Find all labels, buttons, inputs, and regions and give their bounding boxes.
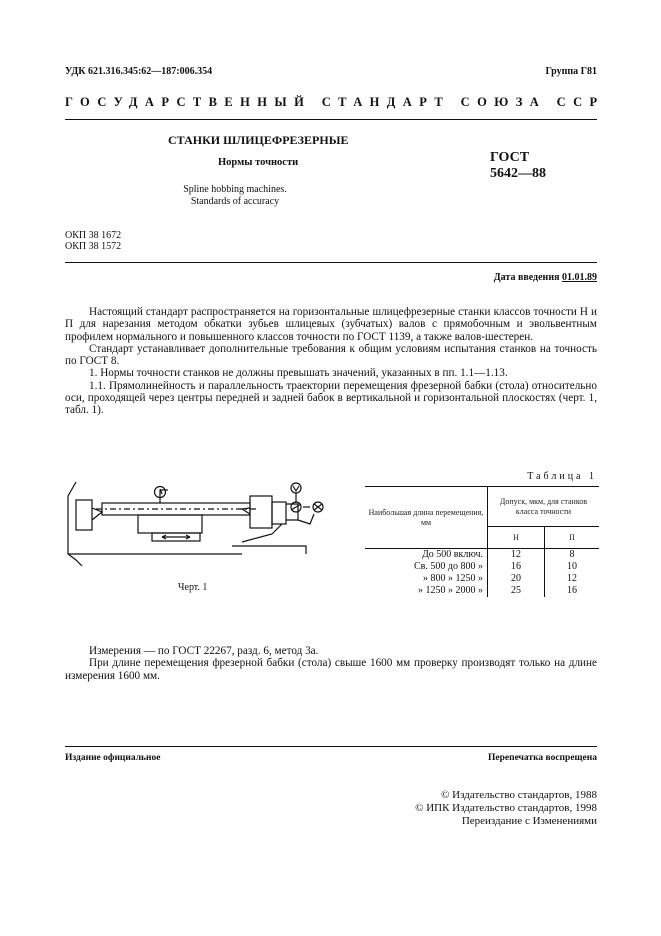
paragraph-measurements: Измерения — по ГОСТ 22267, разд. 6, метод 3а. — [89, 645, 319, 657]
cell-length: » 800 » 1250 » — [365, 573, 488, 585]
english-title-line1: Spline hobbing machines. — [183, 184, 287, 195]
paragraph-length-note: При длине перемещения фрезерной бабки (стола) свыше 1600 мм проверку производят только на длине измерения 1600 мм. — [65, 657, 597, 682]
gost-number — [490, 150, 546, 182]
gost-label: ГОСТ — [490, 150, 530, 165]
intro-date-value: 01.01.89 — [562, 272, 597, 283]
table-row — [365, 549, 599, 561]
table-row — [365, 585, 599, 597]
cell-class-h: 20 — [488, 573, 545, 585]
cell-class-p: 12 — [567, 573, 577, 584]
gost-code: 5642—88 — [490, 166, 546, 181]
cell-length: » 1250 » 2000 » — [365, 585, 488, 597]
header-max-length: Наибольшая длина перемещения, мм — [365, 487, 488, 549]
title-rule — [65, 262, 597, 263]
carriage — [138, 515, 202, 533]
tolerance-table — [365, 486, 599, 597]
copyright-block — [415, 789, 597, 828]
document-subtitle: Нормы точности — [218, 157, 299, 168]
paragraph-norms: 1. Нормы точности станков не должны превышать значений, указанных в пп. 1.1—1.13. — [89, 367, 508, 380]
cell-class-h: 16 — [488, 561, 545, 573]
intro-date — [494, 272, 597, 283]
cell-class-p: 10 — [567, 561, 577, 572]
header-class-p: П — [569, 532, 575, 542]
document-title: СТАНКИ ШЛИЦЕФРЕЗЕРНЫЕ — [168, 133, 349, 147]
state-standard-heading: ГОСУДАРСТВЕННЫЙ СТАНДАРТ СОЮЗА ССР — [65, 95, 605, 109]
headstock — [76, 500, 92, 530]
english-title — [160, 184, 310, 208]
body-text-bottom — [65, 645, 597, 682]
group-code: Группа Г81 — [545, 66, 597, 77]
reprint-prohibited: Перепечатка воспрещена — [487, 753, 597, 763]
tailstock — [250, 496, 272, 528]
copyright-line1: © Издательство стандартов, 1988 — [441, 789, 597, 801]
header-rule — [65, 119, 597, 120]
footer-rule — [65, 746, 597, 747]
intro-date-label: Дата введения — [493, 272, 560, 283]
figure-caption: Черт. 1 — [178, 582, 208, 593]
paragraph-scope: Настоящий стандарт распространяется на горизонтальные шлицефрезерные станки классов точности Н и П для нарезания методом обкатки зубьев шлицевых (зубчатых) валов с прямобочным и эвольвентным профилем нормального и повышенного классов точности по ГОСТ 1139, а также валов-шестерен. — [65, 306, 597, 343]
paragraph-requirements: Стандарт устанавливает дополнительные требования к общим условиям испытания станков на точность по ГОСТ 8. — [65, 342, 597, 368]
cell-class-p: 16 — [567, 585, 577, 596]
table-row — [365, 561, 599, 573]
reissue-note: Переиздание с Изменениями — [461, 815, 597, 827]
official-edition: Издание официальное — [65, 753, 161, 763]
cell-length: До 500 включ. — [365, 549, 488, 561]
okp-line2: ОКП 38 1572 — [65, 241, 122, 252]
header-tolerance: Допуск, мкм, для станков класса точности — [488, 487, 600, 527]
table-caption: Таблица 1 — [527, 471, 597, 482]
paragraph-item-1-1: 1.1. Прямолинейность и параллельность траектории перемещения фрезерной бабки (стола) относительно оси, проходящей через центры передней и задней бабок в вертикальной и горизонтальной плоскостях (черт. 1, табл. 1). — [65, 379, 597, 417]
body-text-top — [65, 306, 597, 417]
figure-machine-sketch — [62, 464, 350, 570]
copyright-line2: © ИПК Издательство стандартов, 1998 — [415, 802, 597, 814]
okp-line1: ОКП 38 1672 — [65, 230, 122, 241]
cell-class-h: 12 — [488, 549, 545, 561]
udk-code: УДК 621.316.345:62—187:006.354 — [65, 66, 213, 77]
cell-class-p: 8 — [569, 549, 575, 561]
english-title-line2: Standards of accuracy — [190, 196, 280, 207]
cell-class-h: 25 — [488, 585, 545, 597]
okp-codes — [65, 230, 121, 252]
header-class-h: Н — [488, 527, 545, 549]
cell-length: Св. 500 до 800 » — [365, 561, 488, 573]
table-row — [365, 573, 599, 585]
